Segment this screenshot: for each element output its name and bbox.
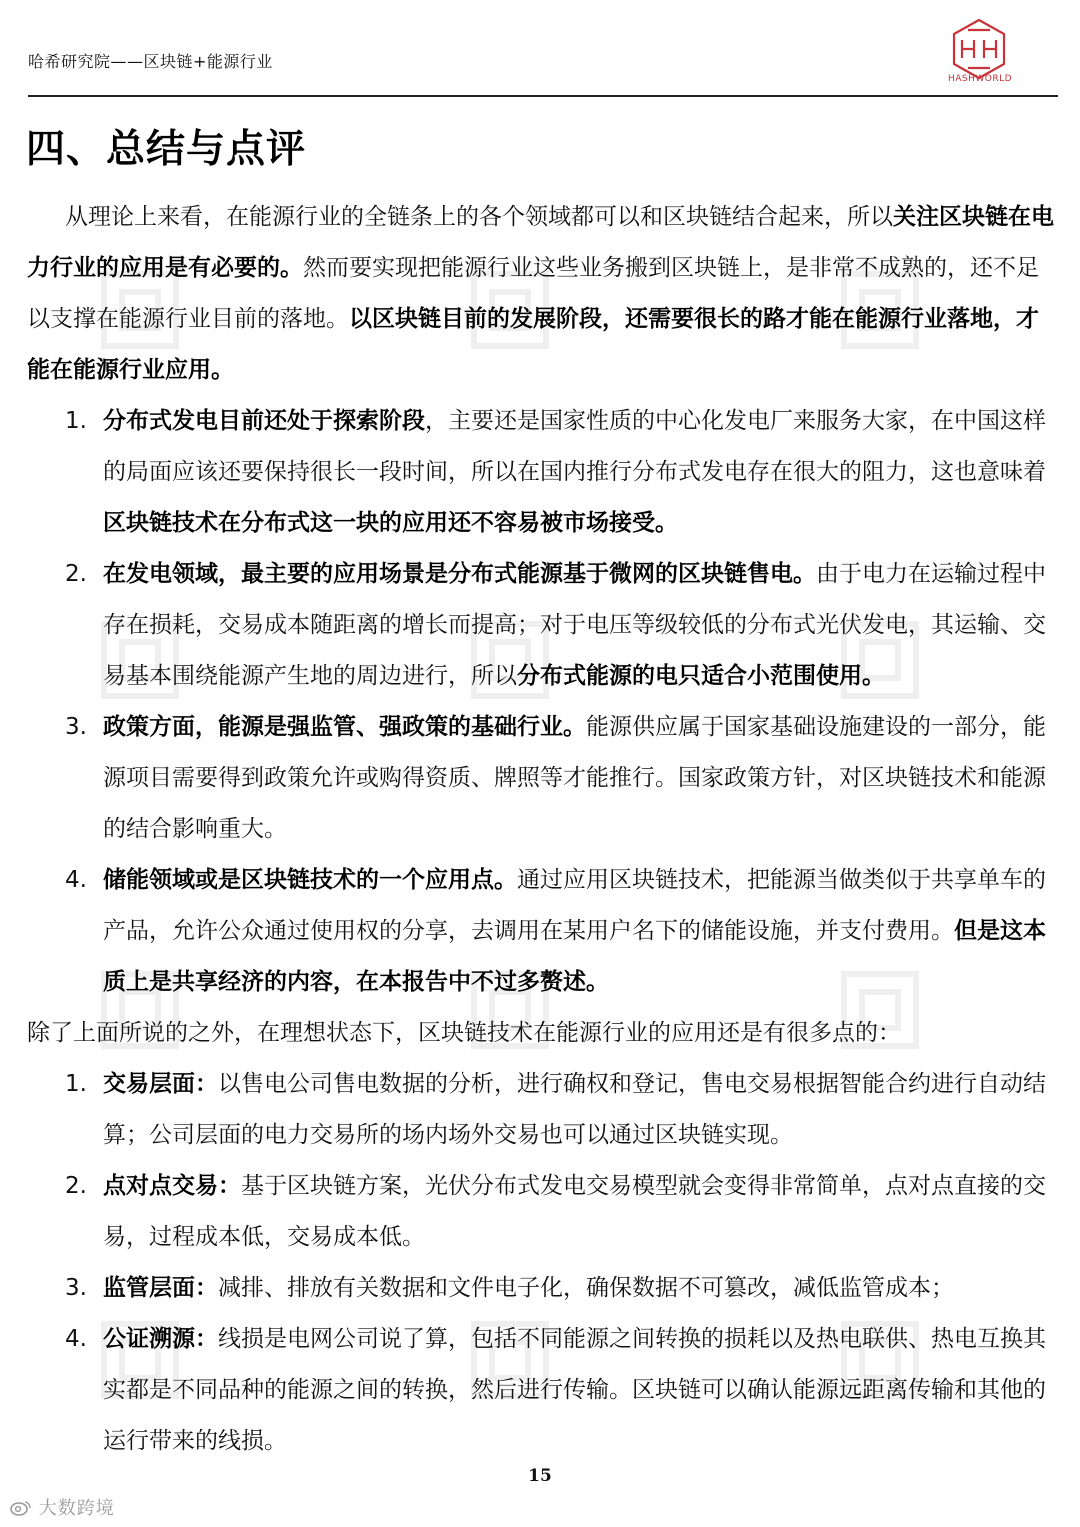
list-number: 2. xyxy=(65,561,87,587)
text-run: 通过应用区块链技术，把能源当做类似于共享单车的产品，允许公众通过使用权的分享，去调用在某用户名下的储能设施，并支付费用。 xyxy=(103,867,1046,944)
applications-list xyxy=(27,1059,1057,1467)
text-run-bold: 在发电领域，最主要的应用场景是分布式能源基于微网的区块链售电。 xyxy=(103,561,816,587)
page-number: 15 xyxy=(528,1466,552,1486)
text-run-bold: 以区块链目前的发展阶段，还需要很长的路才能在能源行业落地，才能在能源行业应用。 xyxy=(27,306,1039,383)
list-item xyxy=(27,855,1057,1008)
weibo-icon xyxy=(10,1500,32,1516)
document-body xyxy=(27,192,1057,1467)
text-run-bold: 政策方面，能源是强监管、强政策的基础行业。 xyxy=(103,714,586,740)
text-run-bold: 交易层面： xyxy=(103,1071,218,1097)
list-item xyxy=(27,1059,1057,1161)
text-run-bold: 关注区块链在电力行业的应用是有必要的。 xyxy=(27,204,1054,281)
text-run: 然而要实现把能源行业这些业务搬到区块链上，是非常不成熟的，还不足以支撑在能源行业目前的落地。 xyxy=(27,255,1039,332)
list-item xyxy=(27,1263,1057,1314)
intro-paragraph xyxy=(27,192,1057,396)
text-run: 基于区块链方案，光伏分布式发电交易模型就会变得非常简单，点对点直接的交易，过程成本低，交易成本低。 xyxy=(103,1173,1046,1250)
challenges-list xyxy=(27,396,1057,1008)
text-run: 以售电公司售电数据的分析，进行确权和登记，售电交易根据智能合约进行自动结算；公司层面的电力交易所的场内场外交易也可以通过区块链实现。 xyxy=(103,1071,1046,1148)
text-run: 能源供应属于国家基础设施建设的一部分，能源项目需要得到政策允许或购得资质、牌照等才能推行。国家政策方针，对区块链技术和能源的结合影响重大。 xyxy=(103,714,1046,842)
text-run: ，主要还是国家性质的中心化发电厂来服务大家，在中国这样的局面应该还要保持很长一段时间，所以在国内推行分布式发电存在很大的阻力，这也意味着 xyxy=(103,408,1046,485)
list-item xyxy=(27,549,1057,702)
list-number: 3. xyxy=(65,714,87,740)
text-run-bold: 分布式发电目前还处于探索阶段 xyxy=(103,408,425,434)
text-run-bold: 储能领域或是区块链技术的一个应用点。 xyxy=(103,867,517,893)
logo-text: HASHWORLD xyxy=(948,74,1013,84)
text-run-bold: 点对点交易： xyxy=(103,1173,241,1199)
text-run-bold: 监管层面： xyxy=(103,1275,218,1301)
list-number: 4. xyxy=(65,867,87,893)
text-run: 线损是电网公司说了算，包括不同能源之间转换的损耗以及热电联供、热电互换其实都是不同品种的能源之间的转换，然后进行传输。区块链可以确认能源远距离传输和其他的运行带来的线损。 xyxy=(103,1326,1046,1454)
text-run-bold: 公证溯源： xyxy=(103,1326,218,1352)
list-number: 1. xyxy=(65,408,87,434)
transition-paragraph: 除了上面所说的之外，在理想状态下，区块链技术在能源行业的应用还是有很多点的： xyxy=(27,1020,901,1046)
header-title: 哈希研究院——区块链+能源行业 xyxy=(28,52,273,71)
text-run-bold: 分布式能源的电只适合小范围使用。 xyxy=(517,663,885,689)
list-item xyxy=(27,702,1057,855)
list-item xyxy=(27,396,1057,549)
source-watermark xyxy=(10,1494,115,1520)
list-number: 2. xyxy=(65,1173,87,1199)
source-mark-text: 大数跨境 xyxy=(38,1498,115,1519)
section-title: 四、总结与点评 xyxy=(26,127,307,172)
header-divider xyxy=(28,95,1058,97)
list-number: 1. xyxy=(65,1071,87,1097)
text-run: 由于电力在运输过程中存在损耗，交易成本随距离的增长而提高；对于电压等级较低的分布式光伏发电，其运输、交易基本围绕能源产生地的周边进行，所以 xyxy=(103,561,1046,689)
list-number: 3. xyxy=(65,1275,87,1301)
list-item xyxy=(27,1314,1057,1467)
text-run-bold: 区块链技术在分布式这一块的应用还不容易被市场接受。 xyxy=(103,510,678,536)
list-item xyxy=(27,1161,1057,1263)
text-run: 从理论上来看，在能源行业的全链条上的各个领域都可以和区块链结合起来，所以 xyxy=(65,204,893,230)
text-run: 减排、排放有关数据和文件电子化，确保数据不可篡改，减低监管成本； xyxy=(218,1275,954,1301)
list-number: 4. xyxy=(65,1326,87,1352)
text-run-bold: 但是这本质上是共享经济的内容，在本报告中不过多赘述。 xyxy=(103,918,1046,995)
